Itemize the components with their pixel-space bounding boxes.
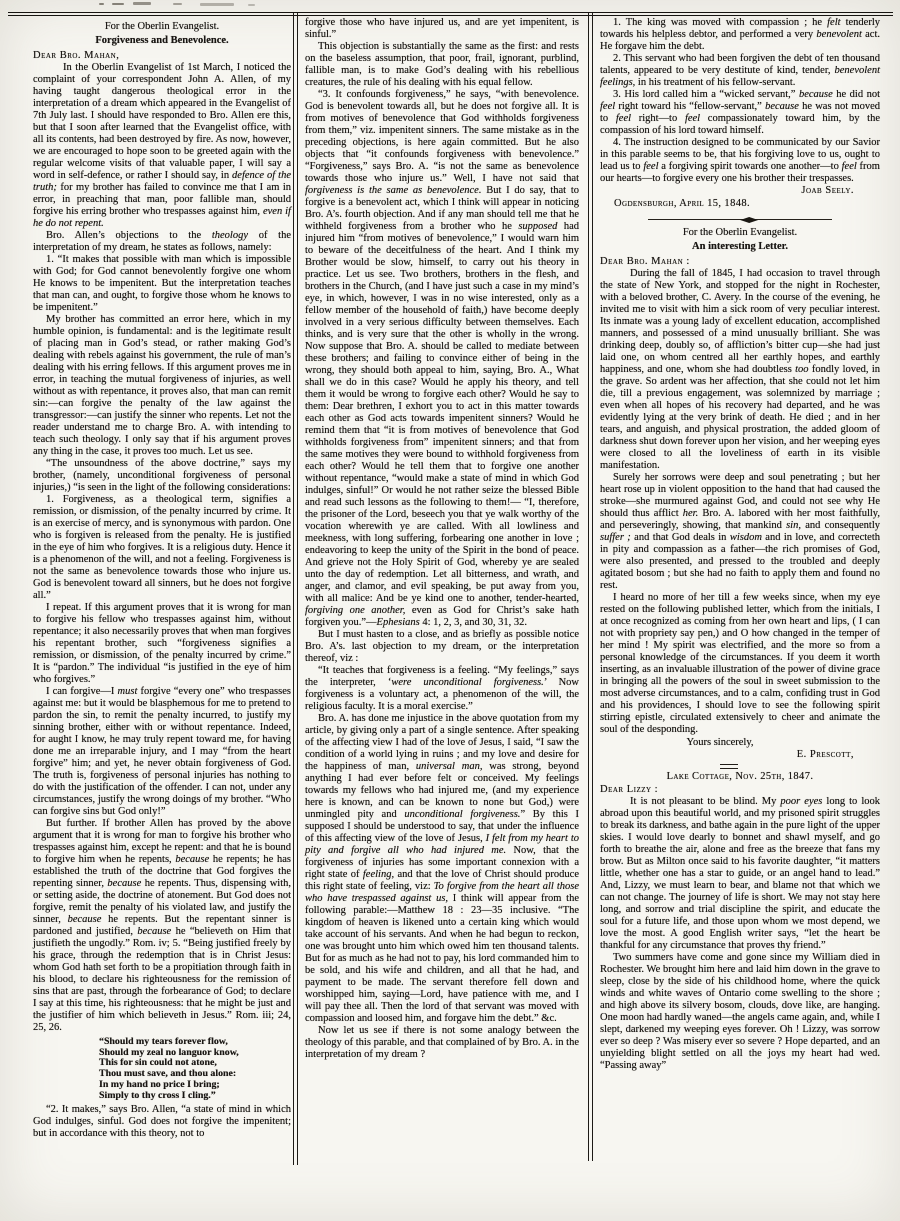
paragraph: 3. His lord called him a “wicked servant,” because he did not feel right toward his “fellow-servant,” because he was not moved to feel right—to feel compassionately toward him, by the compassion of his lord toward himself. xyxy=(600,89,881,136)
salutation: Dear Bro. Mahan, xyxy=(33,50,120,61)
salutation: Dear Lizzy : xyxy=(600,784,659,795)
hymn-line: “Should my tears forever flow, xyxy=(99,1036,228,1047)
paragraph: 2. This servant who had been forgiven the debt of ten thousand talents, appeared to be very destitute of kind, tender, benevolent feelings, in his treatment of his fellow-servant. xyxy=(600,53,880,88)
paragraph: I heard no more of her till a few weeks since, when my eye rested on the following published letter, which from the initials, I at once recognized as coming from her own heart and lips, ( I can not with propriety say pen,) and O how changed in the temper of her mind ! My spirit was electrified, and the more so from a personal knowledge of the circumstances. If you deem it worth inserting, as an invaluable illustration of the power of divine grace in bringing all the powers of the soul in sweet submission to the most adverse circumstances, and to a calm, confiding trust in God and his providences, I should love to see the following spirit stirring epistle, circulated extensively to cheer and animate the soul of the desponding. xyxy=(600,592,880,735)
paragraph: Surely her sorrows were deep and soul penetrating ; but her heart rose up in violent opposition to the hand that had caused the stroke—she murmured against God, and could not see why He should thus afflict her. Bro. A. labored with her most faithfully, and perseveringly, showing, that mankind sin, and consequently suffer ; and that God deals in wisdom and in love, and correcteth in pity and compassion as a father—the rich promises of God, were also presented, and pressed to the troubled and deeply agitated bosom ; but she had no faith to apply them and found no rest. xyxy=(600,472,881,591)
scan-artifact xyxy=(173,3,182,5)
page-top-rule xyxy=(8,12,893,16)
section-divider xyxy=(720,764,738,769)
paragraph-continuation: forgive those who have injured us, and are yet impenitent, is sinful.” xyxy=(305,17,579,40)
paragraph: I can forgive—I must forgive “every one” who trespasses against me: but it would be blasphemous for me to pretend to pardon the sin, to remit the penalty incurred, to justify my sinning brother, either with or without repentance. Indeed, for aught I know, he may truly repent toward me, for having done me an irreparable injury, and I may “from the heart forgive” him; and yet, he never obtain forgiveness of God. The truth is, forgiveness of personal injuries has nothing to do with the justification of the offender. I can not, under any circumstances, justify the wrong doings of my brother. “Who can forgive sins but God only!” xyxy=(33,686,291,817)
article-title: Forgiveness and Benevolence. xyxy=(95,35,229,46)
signature: E. Prescott, xyxy=(796,749,854,760)
signature: Joab Seely. xyxy=(801,185,854,196)
column-divider-rule xyxy=(293,13,298,1165)
dateline: Lake Cottage, Nov. 25th, 1847. xyxy=(666,771,814,782)
scan-artifact xyxy=(133,2,151,5)
hymn-line: In my hand no price I bring; xyxy=(99,1078,220,1090)
paragraph: 4. The instruction designed to be communicated by our Savior in this parable seems to be, that his forgiving love to us, ought to lead us to feel a forgiving spirit towards one another—to feel from our hearts—to forgive every one his brother their trespasses. xyxy=(600,137,880,184)
paragraph: It is not pleasant to be blind. My poor eyes long to look abroad upon this beautiful world, and my prisoned spirit struggles to break its darkness, and bathe again in the pure light of the upper skies. I would love dearly to bonnet and shawl myself, and go forth to breathe the air, alone and free as the breeze that fans my brow. But as Milton once said to his favorite daughter, “it matters little, whether one has a star to guide, or an angel hand to lead.” And, Lizzy, we must learn to bear, and blame not that which we can not change. The journey of life is short. We may not stay here long, and sorrow and trial discipline the spirit, and educate the soul for a future life, and those upon whom we most depend, we love the most. A good English writer says, “let the heart be thankful for any circumstance that proves thy friend.” xyxy=(600,796,880,951)
paragraph: In the Oberlin Evangelist of 1st March, I noticed the complaint of your correspondent John A. Allen, of my having taught dangerous theological error in the interpretation of a dream which appeared in the Evangelist of 7th July last. I should have responded to Bro. Allen ere this, but that I soon after learned that the Evangelist office, with all its contents, had been destroyed by fire. As now, however, we are encouraged to hope soon to be greeted again with the regular welcome visits of that valuable paper, I will say a word in self-defence, or rather I should say, in defence of the truth; for my brother has failed to convince me that I am in error, in preaching that man, poor fallible man, should forgive his erring brother who trespasses against him, even if he do not repent. xyxy=(33,62,291,229)
paragraph: “3. It confounds forgiveness,” he says, “with benevolence. God is benevolent towards all, but he does not forgive all. It is from motives of benevolence that God withholds forgiveness from them,” viz. impenitent sinners. The same mistake as in the preceding objections, is here again committed. But he also objects that “it confounds forgiveness with benevolence.” “Forgiveness,” says Bro. A. “is not the same as benevolence towards those who injure us.” Well, I have not said that forgiveness is the same as benevolence. But I do say, that to forgive is a benevolent act, which I think will appear in noticing Bro. A’s. fourth objection. And if any man should tell me that he withheld forgiveness from a brother who he supposed had injured him “from motives of benevolence,” I would warn him to beware of the deceitfulness of the heart. And I think my Brother would be slow, himself, to carry out his theory in practice. Let us see. Two brothers, brothers in the flesh, and brothers in the Church, (and I have just such a case in my mind’s eye, in which, however, I was in no wise interested, only as a fellow member of the household of faith,) have become deeply involved in a very serious difficulty between themselves. Each thinks, and is very sure that the other is wholly in the wrong. Now suppose that Bro. A. should be called to mediate between these brothers; and failing to convince either of being in the wrong, they should both appeal to him, saying, Bro. A., What shall we do in this case? Would he apply his theory, and tell them it would be wrong to forgive each other? Would he say to them: Dear brethren, I exhort you to act in this matter towards each other as God acts towards impenitent sinners? Would he remind them that “it is from motives of benevolence that God withholds forgiveness from” impenitent sinners; and that from the same motives they were bound to withhold forgiveness from each other? Would he tell them that to forgive one another without repentance, “would make a state of mind in which God indulges, sinful!” Or would he not rather seize the blessed Bible and read such lessons as the following to them!— “I, therefore, the prisoner of the Lord, beseech you that ye walk worthy of the vocation wherewith ye are called. With all lowliness and meekness, with long suffering, forbearing one another in love ; endeavoring to keep the unity of the Spirit in the bond of peace. And grieve not the Holy Spirit of God, whereby ye are sealed unto the day of redemption. Let all bitterness, and wrath, and anger, and clamor, and evil speaking, be put away from you, with all malice: And be ye kind one to another, tender-hearted, forgiving one another, even as God for Christ’s sake hath forgiven you.”—Ephesians 4: 1, 2, 3, and 30, 31, 32. xyxy=(305,89,579,628)
salutation: Dear Bro. Mahan : xyxy=(600,256,690,267)
hymn-line: Thou must save, and thou alone: xyxy=(99,1068,237,1080)
column-1 xyxy=(33,19,291,1140)
column-divider-rule xyxy=(588,13,593,1161)
hymn-line: Simply to thy cross I cling.” xyxy=(99,1089,216,1101)
column-3 xyxy=(600,17,880,1072)
paragraph: But further. If brother Allen has proved by the above argument that it is wrong for man to forgive his brother who trespasses against him, except he repent: and that he is bound to forgive him when he repents, because he repents; he has established the truth of the doctrine that God forgives the repenting sinner, because he repents. Thus, dispensing with, or setting aside, the doctrine of atonement. But God does not forgive, remit the penalty of his violated law, and justify the sinner, because he repents. But the repentant sinner is pardoned and justified, because he “believeth on Him that justifieth the ungodly.” Rom. iv; 5. “Being justified freely by his grace, through the redemption that is in Christ Jesus: whom God hath set forth to be a propitiation through faith in his blood, to declare his righteousness for the remission of sins that are past, through the forbearance of God; to declare I say at this time, his righteousness: that he might be just and the justifier of him which believeth in Jesus.” Rom. iii; 24, 25, 26. xyxy=(33,818,292,1033)
paragraph: This objection is substantially the same as the first: and rests on the baseless assumption, that poor, frail, ignorant, purblind, fallible man, is to make God’s dealing with his rebellious creatures, the rule of his dealing with his equal fellow. xyxy=(305,41,579,88)
column-2 xyxy=(305,17,579,1061)
paragraph: But I must hasten to a close, and as briefly as possible notice Bro. A’s. last objection to my dream, or the interpretation thereof, viz : xyxy=(305,629,579,664)
paragraph: 1. The king was moved with compassion ; he felt tenderly towards his helpless debtor, and performed a very benevolent act. He forgave him the debt. xyxy=(600,17,881,52)
paragraph: 1. “It makes that possible with man which is impossible with God; for God cannot benevolently forgive one whom He knows to be impenitent. But the interpretation teaches that man can, and ought, to forgive those whom he knows to be impenitent.” xyxy=(33,254,291,313)
paragraph: Now let us see if there is not some analogy between the theology of this parable, and that complained of by Bro. A. in the interpretation of my dream ? xyxy=(305,1025,579,1060)
closing-line: Yours sincerely, xyxy=(686,737,754,748)
publication-credit: For the Oberlin Evangelist. xyxy=(104,21,220,32)
paragraph: “The unsoundness of the above doctrine,” says my brother, (namely, unconditional forgiveness of personal injuries,) “is seen in the light of the following considerations: xyxy=(33,458,291,493)
paragraph: 1. Forgiveness, as a theological term, signifies a remission, or dismission, of the penalty incurred by crime. It is an exercise of mercy, and is synonymous with pardon. One who is forgiven is released from the penalty. He is justified in the eye of him who forgives. It is a religious duty. Hence it is a phenomenon of the will, and not a feeling. Forgiveness is not the same as benevolence towards those who injure us. God is benevolent toward all sinners, but he does not forgive all.” xyxy=(33,494,291,601)
paragraph: Bro. Allen’s objections to the theology of the interpretation of my dream, he states as follows, namely: xyxy=(33,230,291,253)
paragraph: “It teaches that forgiveness is a feeling. “My feelings,” says the interpreter, ‘were unconditional forgiveness.’ Now forgiveness is a voluntary act, a phenomenon of the will, the religious faculty. It is a moral exercise.” xyxy=(305,665,579,712)
paragraph: Two summers have come and gone since my William died in Rochester. We brought him here and laid him down in the grave to sleep, close by the side of his childhood home, where the quick winds and white waves of Ontario come swelling to the shore ; and high above its silvery bosom, clouds, dove like, are hanging. One moon had hardly waned—the angels came again, and, while I slept, darkened my weeping eyes forever. Oh ! Lizzy, was sorrow ever so deep ? Was misery ever so severe ? Hope departed, and an unyielding blight settled on all the joys my heart had wed. “Passing away” xyxy=(600,952,880,1071)
paragraph: During the fall of 1845, I had occasion to travel through the state of New York, and stopped for the night in Rochester, with a beloved brother, C. Avery. In the course of the evening, he invited me to visit with him a sick room of very peculiar interest. Its inmate was a young lady of excellent education, accomplished manners, and possessed of a mind unusually brilliant. She was drinking deep, doubly so, of affliction’s bitter cup—she had just laid one, on whom centred all her earthly hopes, and earthly happiness, and one, whom she had doubtless too fondly loved, in the grave. So ardent was her affection, that she could not let him die, till a previous engagement, was solemnized by marriage ; even when all hopes of his recovery had departed, and he was evidently lying at the very brink of death. He died ; and in her tears, and anguish, and physical prostration, the added gloom of darkness shut down forever upon her vision, and her weeping eyes were closed to all the loveliness of earth in its visible manifestation. xyxy=(600,268,880,471)
paragraph: “2. It makes,” says Bro. Allen, “a state of mind in which God indulges, sinful. God does not forgive the impenitent; but in accordance with this theory, not to xyxy=(33,1104,291,1140)
article-title: An interesting Letter. xyxy=(692,241,788,252)
scan-artifact xyxy=(248,4,255,6)
paragraph: Bro. A. has done me injustice in the above quotation from my article, by giving only a part of a single sentence. After speaking of the affecting view I had of the love of Jesus, I said, “I saw the condition of a world lying in ruins ; and my love and desire for the happiness of man, universal man, was strong, beyond anything I had ever before felt or conceived. My feelings towards my fellows who had injured me, (and my experience here is known, and can be known to none but God,) were unmingled pity and unconditional forgiveness.” By this I supposed I should be understood to say, that under the influence of this affecting view of the love of Jesus, I felt from my heart to pity and forgive all who had injured me. Now, that the forgiveness of injuries has some important connexion with a right state of feeling, and that the love of Christ should produce this right state of feeling, viz: To forgive from the heart all those who have trespassed against us, I think will appear from the following parable:—Matthew 18 : 23—35 inclusive. “The kingdom of heaven is likened unto a certain king which would take account of his servants. And when he had begun to reckon, one was brought unto him which owed him ten thousand talents. But for as much as he had not to pay, his lord commanded him to be sold, and his wife and children, and all that he had, and payment to be made. The servant therefore fell down and worshipped him, saying—Lord, have patience with me, and I will pay thee all. Then the lord of that servant was moved with compassion and loosed him, and forgave him the debt.” &c. xyxy=(305,713,579,1024)
paragraph: My brother has committed an error here, which in my humble opinion, is fundamental: and is the legitimate result of placing man in God’s stead, or rather making God’s dealing with rebels against his government, the rule of man’s dealing with his erring fellows. If this argument proves me in error, in teaching the mutual forgiveness of injuries, as well without as with repentance, it proves also, that man can remit sin:—can forgive the penalty of the law against the transgressor:—can justify the sinner who repents. Let not the reader understand me to charge Bro. A. with intending to teach such theology. I only say that if his argument proves any thing in the case, it proves too much. Let us see. xyxy=(33,314,291,457)
scan-artifact xyxy=(200,3,234,6)
dateline: Ogdensburgh, April 15, 1848. xyxy=(614,198,751,209)
section-divider xyxy=(648,215,832,224)
paragraph: I repeat. If this argument proves that it is wrong for man to forgive his fellow who trespasses against him, without repentance; it also necessarily proves that when man forgives his repentant brother, such “forgiveness signifies a remission, or dismission, of the penalty incurred by crime.” It is “pardon.” The individual “is justified in the eye of him who forgives.” xyxy=(33,602,291,685)
hymn-line: Should my zeal no languor know, xyxy=(99,1046,239,1058)
scan-artifact xyxy=(112,3,124,5)
hymn-verse xyxy=(99,1037,291,1101)
scan-artifact xyxy=(99,3,104,5)
hymn-line: This for sin could not atone, xyxy=(99,1057,217,1069)
publication-credit: For the Oberlin Evangelist. xyxy=(682,227,798,238)
